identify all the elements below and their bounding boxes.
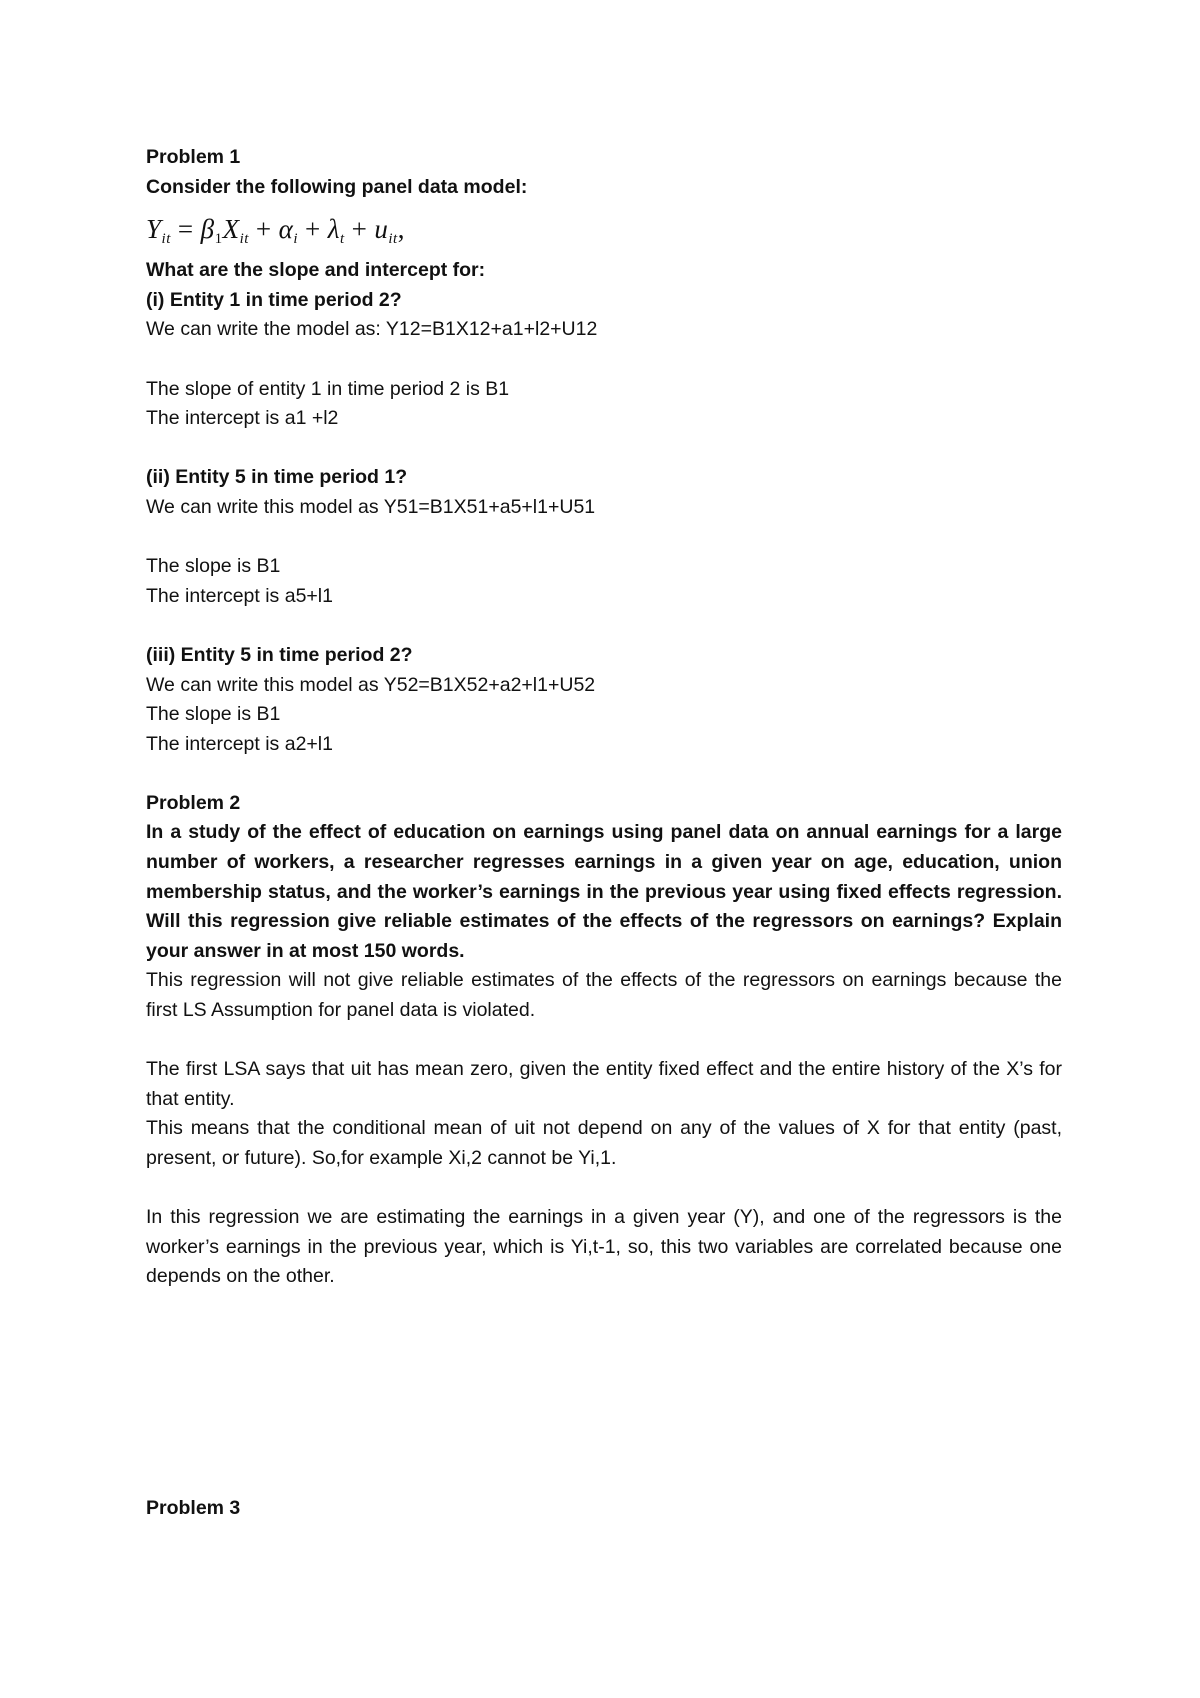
problem-2-answer-3: This means that the conditional mean of uit not depend on any of the values of X for that entity (past, present, or future). So,for example Xi,2 cannot be Yi,1. <box>146 1117 1062 1169</box>
part-ii-intercept: The intercept is a5+l1 <box>146 584 333 607</box>
part-ii-label: (ii) Entity 5 in time period 1? <box>146 466 408 489</box>
problem-3-heading: Problem 3 <box>146 1497 241 1519</box>
part-i-intercept: The intercept is a1 +l2 <box>146 407 339 430</box>
panel-model-formula: $Y_{it} = \beta_1X_{it} + \alpha_i + \lambda_t + u_{it}$, <box>146 214 405 248</box>
part-ii-model: We can write this model as Y51=B1X51+a5+l1+U51 <box>146 495 596 518</box>
problem-2-answer-2: The first LSA says that uit has mean zero, given the entity fixed effect and the entire history of the X’s for that entity. <box>146 1058 1062 1110</box>
part-iii-model: We can write this model as Y52=B1X52+a2+l1+U52 <box>146 673 596 696</box>
problem-2-answer-1: This regression will not give reliable estimates of the effects of the regressors on earnings because the first LS Assumption for panel data is violated. <box>146 969 1062 1022</box>
problem-1-heading: Problem 1 <box>146 146 241 168</box>
part-iii-slope: The slope is B1 <box>146 703 281 726</box>
part-i-slope: The slope of entity 1 in time period 2 is B1 <box>146 377 510 400</box>
problem-2-question: In a study of the effect of education on earnings using panel data on annual earnings for a large number of workers, a researcher regresses earnings in a given year on age, education, union membership status, and the worker’s earnings in the previous year using fixed effects regression. Will this regression give reliable estimates of the effects of the regressors on earnings? Explain your answer in at most 150 words. <box>146 821 1062 962</box>
problem-2-answer-4: In this regression we are estimating the earnings in a given year (Y), and one of the regressors is the worker’s earnings in the previous year, which is Yi,t-1, so, this two variables are correlated because one depends on the other. <box>146 1206 1062 1288</box>
problem-1-intro: Consider the following panel data model: <box>146 175 528 198</box>
problem-1-question: What are the slope and intercept for: <box>146 259 486 282</box>
problem-2-heading: Problem 2 <box>146 791 241 814</box>
part-ii-slope: The slope is B1 <box>146 555 281 578</box>
part-i-label: (i) Entity 1 in time period 2? <box>146 288 402 311</box>
part-iii-intercept: The intercept is a2+l1 <box>146 732 333 755</box>
part-i-model: We can write the model as: Y12=B1X12+a1+l2+U12 <box>146 318 598 341</box>
document-body <box>146 143 1062 1292</box>
part-iii-label: (iii) Entity 5 in time period 2? <box>146 643 413 666</box>
